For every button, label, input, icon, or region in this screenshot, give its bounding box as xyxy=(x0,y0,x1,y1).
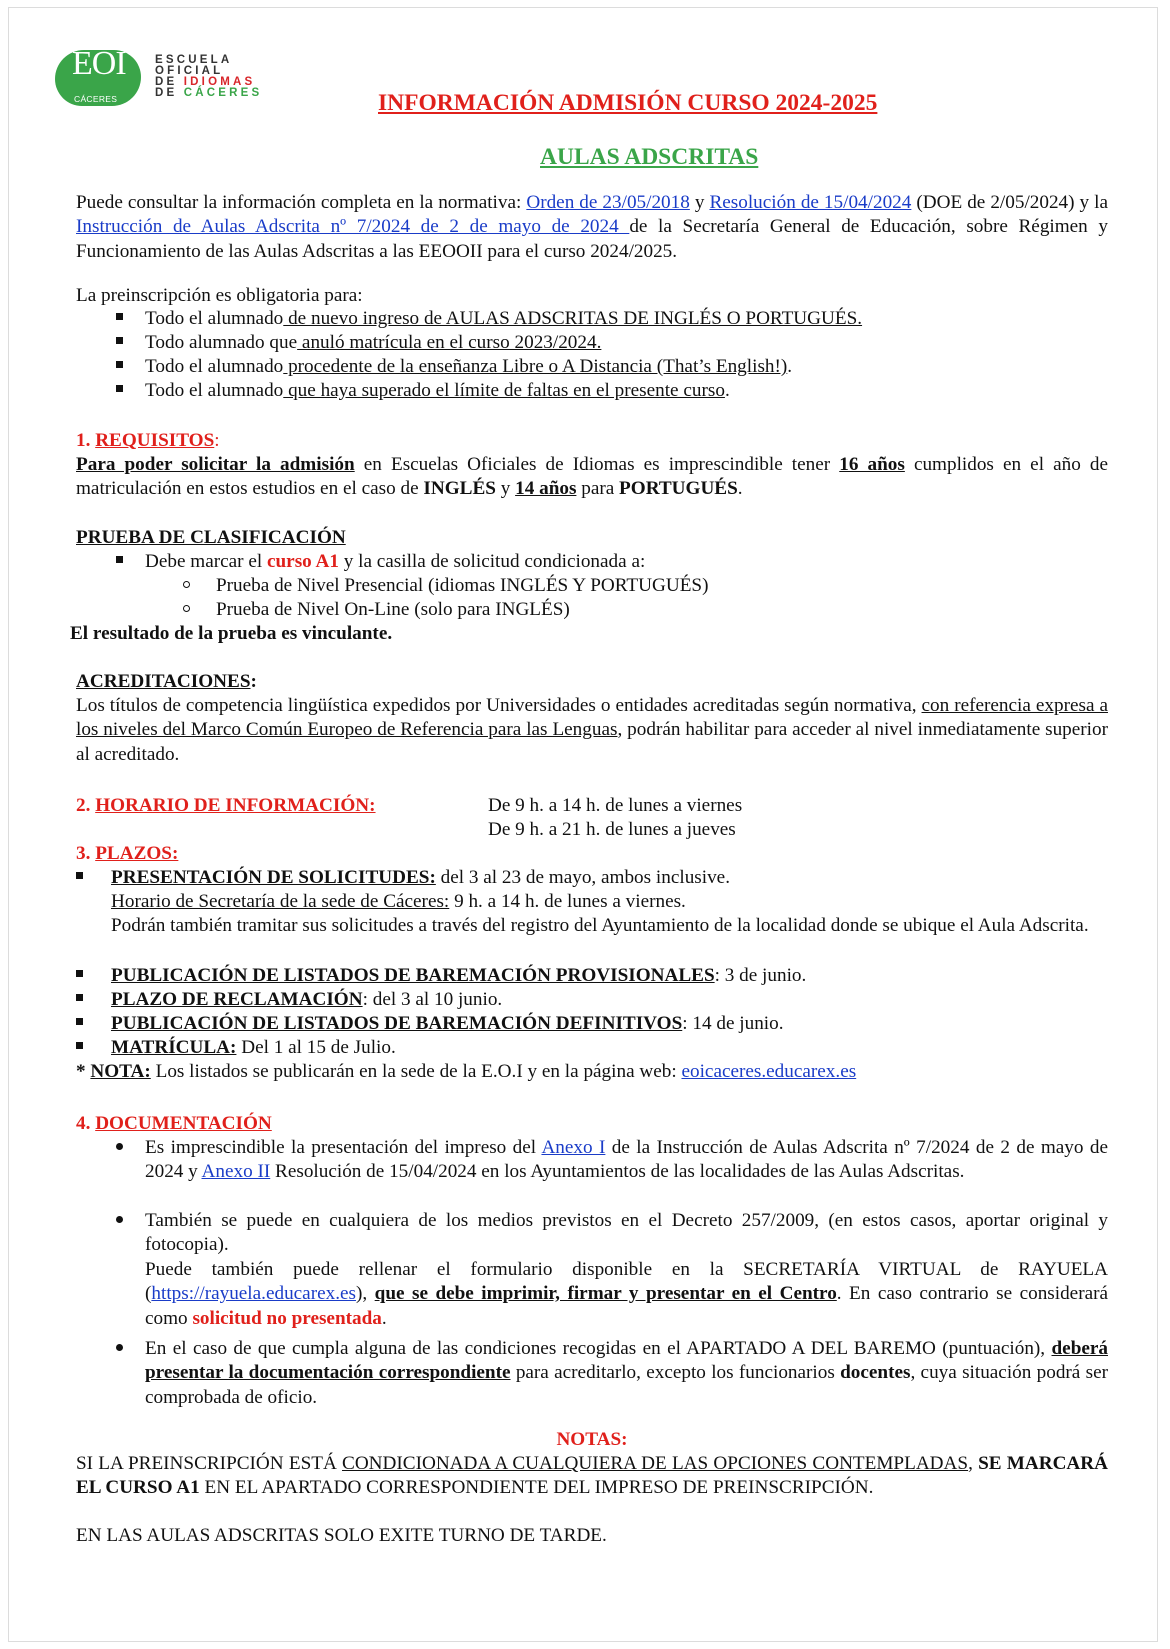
intro-paragraph: Puede consultar la información completa en la normativa: Orden de 23/05/2018 y Resolución de 15/04/2024 (DOE de 2/05/2024) y la Instrucción de Aulas Adscrita nº 7/2024 de 2 de mayo de 2024 de la Secretaría General de Educación, sobre Régimen y Funcionamiento de las Aulas Adscritas a las EEOOII para el curso 2024/2025. xyxy=(76,192,1108,262)
logo-line-3: DE IDIOMAS xyxy=(155,76,256,88)
notas-turno-tarde: EN LAS AULAS ADSCRITAS SOLO EXITE TURNO DE TARDE. xyxy=(76,1525,607,1546)
bullet-dot xyxy=(116,1143,123,1150)
bullet-square xyxy=(76,970,83,977)
prueba-subitem: Prueba de Nivel Presencial (idiomas INGLÉS Y PORTUGUÉS) xyxy=(216,575,709,596)
plazos-ayuntamiento-note: Podrán también tramitar sus solicitudes a través del registro del Ayuntamiento de la localidad donde se ubique el Aula Adscrita. xyxy=(111,915,1089,936)
plazos-item-matricula: MATRÍCULA: Del 1 al 15 de Julio. xyxy=(111,1037,396,1058)
plazos-item-reclamacion: PLAZO DE RECLAMACIÓN: del 3 al 10 junio. xyxy=(111,989,503,1010)
link-rayuela[interactable]: https://rayuela.educarex.es xyxy=(151,1283,356,1305)
documentacion-item-medios xyxy=(145,1209,1108,1331)
bullet-square xyxy=(116,361,123,368)
notas-heading: NOTAS: xyxy=(556,1429,628,1450)
acreditaciones-heading: ACREDITACIONES: xyxy=(76,671,257,692)
link-anexo-ii[interactable]: Anexo II xyxy=(201,1161,271,1183)
requisitos-paragraph: Para poder solicitar la admisión en Escuelas Oficiales de Idiomas es imprescindible tener 16 años cumplidos en el año de matriculación en estos estudios en el caso de INGLÉS y 14 años para PORTUGUÉS. xyxy=(76,454,1109,500)
bullet-square xyxy=(76,1042,83,1049)
bullet-dot xyxy=(116,1344,123,1351)
bullet-circle xyxy=(183,605,190,612)
bullet-square xyxy=(116,556,123,563)
horario-line: De 9 h. a 14 h. de lunes a viernes xyxy=(488,795,743,816)
plazos-item-definitivos: PUBLICACIÓN DE LISTADOS DE BAREMACIÓN DEFINITIVOS: 14 de junio. xyxy=(111,1013,784,1034)
logo-city: CÁCERES xyxy=(74,94,118,104)
page-subtitle: AULAS ADSCRITAS xyxy=(540,144,759,170)
section-documentacion-heading: 4. DOCUMENTACIÓN xyxy=(76,1113,272,1134)
documentacion-rayuela-text: Puede también puede rellenar el formulario disponible en la SECRETARÍA VIRTUAL de RAYUELA (https://rayuela.educarex.es), que se debe imprimir, firmar y presentar en el Centro. En caso contrario se considerará como solicitud no presentada. xyxy=(145,1258,1109,1329)
plazos-item-solicitudes: PRESENTACIÓN DE SOLICITUDES: del 3 al 23 de mayo, ambos inclusive. xyxy=(111,867,730,888)
bullet-circle xyxy=(183,581,190,588)
logo-line-4: DE CÁCERES xyxy=(155,87,263,99)
link-eoi-website[interactable]: eoicaceres.educarex.es xyxy=(681,1061,857,1082)
acreditaciones-paragraph: Los títulos de competencia lingüística expedidos por Universidades o entidades acreditadas según normativa, con referencia expresa a los niveles del Marco Común Europeo de Referencia para las Lenguas, podrán habilitar para acceder al nivel inmediatamente superior al acreditado. xyxy=(76,695,1108,765)
notas-paragraph: SI LA PREINSCRIPCIÓN ESTÁ CONDICIONADA A CUALQUIERA DE LAS OPCIONES CONTEMPLADAS, SE MARCARÁ EL CURSO A1 EN EL APARTADO CORRESPONDIENTE DEL IMPRESO DE PREINSCRIPCIÓN. xyxy=(76,1453,1108,1499)
page-title: INFORMACIÓN ADMISIÓN CURSO 2024-2025 xyxy=(378,90,878,116)
logo-line-2: OFICIAL xyxy=(155,65,224,77)
section-plazos-heading: 3. PLAZOS: xyxy=(76,843,179,864)
section-requisitos-heading: 1. REQUISITOS: xyxy=(76,430,220,451)
prueba-item: Debe marcar el curso A1 y la casilla de solicitud condicionada a: xyxy=(145,551,646,572)
horario-line: De 9 h. a 21 h. de lunes a jueves xyxy=(488,819,736,840)
plazos-horario-secretaria: Horario de Secretaría de la sede de Cáceres: 9 h. a 14 h. de lunes a viernes. xyxy=(111,891,686,912)
documentacion-item-anexos: Es imprescindible la presentación del impreso del Anexo I de la Instrucción de Aulas Adscrita nº 7/2024 de 2 de mayo de 2024 y Anexo II Resolución de 15/04/2024 en los Ayuntamientos de las localidades de las Aulas Adscritas. xyxy=(145,1137,1108,1183)
bullet-square xyxy=(76,1018,83,1025)
link-instruccion-aulas[interactable]: Instrucción de Aulas Adscrita nº 7/2024 de 2 de mayo de 2024 xyxy=(76,216,630,238)
prueba-heading: PRUEBA DE CLASIFICACIÓN xyxy=(76,527,346,548)
prueba-subitem: Prueba de Nivel On-Line (solo para INGLÉS) xyxy=(216,599,570,620)
bullet-square xyxy=(116,385,123,392)
bullet-square xyxy=(116,337,123,344)
bullet-dot xyxy=(116,1216,123,1223)
logo-mark-text: EOI xyxy=(72,45,126,82)
logo-wordmark xyxy=(155,55,262,99)
prueba-result: El resultado de la prueba es vinculante. xyxy=(70,623,393,644)
bullet-square xyxy=(76,994,83,1001)
list-item: Todo el alumnado de nuevo ingreso de AULAS ADSCRITAS DE INGLÉS O PORTUGUÉS. xyxy=(145,308,863,329)
link-anexo-i[interactable]: Anexo I xyxy=(541,1137,606,1158)
logo-line-1: ESCUELA xyxy=(155,54,233,66)
list-item: Todo alumnado que anuló matrícula en el curso 2023/2024. xyxy=(145,332,602,353)
list-item: Todo el alumnado que haya superado el límite de faltas en el presente curso. xyxy=(145,380,730,401)
preinscripcion-heading: La preinscripción es obligatoria para: xyxy=(76,285,363,306)
plazos-nota: * NOTA: Los listados se publicarán en la sede de la E.O.I y en la página web: eoicaceres.educarex.es xyxy=(76,1061,857,1082)
documentacion-medios-text: También se puede en cualquiera de los medios previstos en el Decreto 257/2009, (en estos casos, aportar original y fotocopia). xyxy=(145,1210,1108,1256)
plazos-item-provisionales: PUBLICACIÓN DE LISTADOS DE BAREMACIÓN PROVISIONALES: 3 de junio. xyxy=(111,965,807,986)
list-item: Todo el alumnado procedente de la enseñanza Libre o A Distancia (That’s English!). xyxy=(145,356,793,377)
link-resolucion-2024[interactable]: Resolución de 15/04/2024 xyxy=(709,192,912,213)
bullet-square xyxy=(116,313,123,320)
documentacion-item-baremo: En el caso de que cumpla alguna de las condiciones recogidas en el APARTADO A DEL BAREMO (puntuación), deberá presentar la documentación correspondiente para acreditarlo, excepto los funcionarios docentes, cuya situación podrá ser comprobada de oficio. xyxy=(145,1338,1108,1408)
bullet-square xyxy=(76,872,83,879)
link-orden-2018[interactable]: Orden de 23/05/2018 xyxy=(526,192,690,213)
section-horario-heading: 2. HORARIO DE INFORMACIÓN: xyxy=(76,795,376,816)
